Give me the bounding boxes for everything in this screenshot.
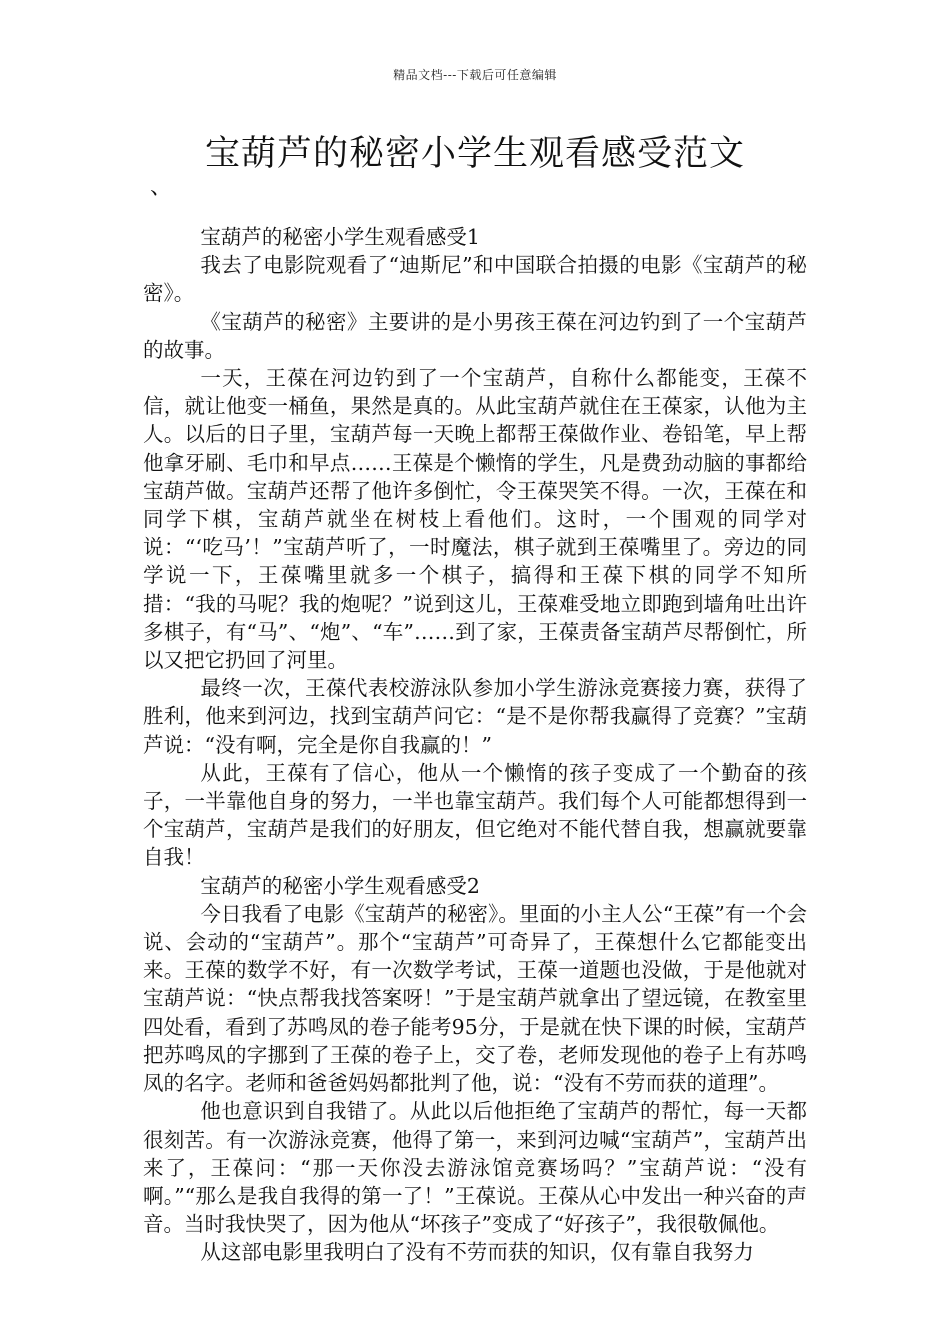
document-body <box>143 223 807 1267</box>
paragraph: 我去了电影院观看了“迪斯尼”和中国联合拍摄的电影《宝葫芦的秘密》。 <box>143 253 807 306</box>
paragraph: 最终一次，王葆代表校游泳队参加小学生游泳竞赛接力赛，获得了胜利，他来到河边，找到宝葫芦问它：“是不是你帮我赢得了竞赛？”宝葫芦说：“没有啊，完全是你自我赢的！” <box>143 676 807 757</box>
title-mark: 、 <box>150 175 173 200</box>
section-heading-1: 宝葫芦的秘密小学生观看感受1 <box>200 225 480 249</box>
paragraph: 一天，王葆在河边钓到了一个宝葫芦，自称什么都能变，王葆不信，就让他变一桶鱼，果然是真的。从此宝葫芦就住在王葆家，认他为主人。以后的日子里，宝葫芦每一天晚上都帮王葆做作业、卷铅笔，早上帮他拿牙刷、毛巾和早点……王葆是个懒惰的学生，凡是费劲动脑的事都给宝葫芦做。宝葫芦还帮了他许多倒忙，令王葆哭笑不得。一次，王葆在和同学下棋，宝葫芦就坐在树枝上看他们。这时，一个围观的同学对说：“‘吃马’！”宝葫芦听了，一时魔法，棋子就到王葆嘴里了。旁边的同学说一下，王葆嘴里就多一个棋子，搞得和王葆下棋的同学不知所措：“我的马呢？我的炮呢？”说到这儿，王葆难受地立即跑到墙角吐出许多棋子，有“马”、“炮”、“车”……到了家，王葆责备宝葫芦尽帮倒忙，所以又把它扔回了河里。 <box>143 366 807 673</box>
paragraph: 今日我看了电影《宝葫芦的秘密》。里面的小主人公“王葆”有一个会说、会动的“宝葫芦”。那个“宝葫芦”可奇异了，王葆想什么它都能变出来。王葆的数学不好，有一次数学考试，王葆一道题也没做，于是他就对宝葫芦说：“快点帮我找答案呀！”于是宝葫芦就拿出了望远镜，在教室里四处看，看到了苏鸣凤的卷子能考95分，于是就在快下课的时候，宝葫芦把苏鸣凤的字挪到了王葆的卷子上，交了卷，老师发现他的卷子上有苏鸣凤的名字。老师和爸爸妈妈都批判了他，说：“没有不劳而获的道理”。 <box>143 901 807 1096</box>
paragraph: 他也意识到自我错了。从此以后他拒绝了宝葫芦的帮忙，每一天都很刻苦。有一次游泳竞赛，他得了第一，来到河边喊“宝葫芦”，宝葫芦出来了，王葆问：“那一天你没去游泳馆竞赛场吗？”宝葫芦说：“没有啊。”“那么是我自我得的第一了！”王葆说。王葆从心中发出一种兴奋的声音。当时我快哭了，因为他从“坏孩子”变成了“好孩子”，我很敬佩他。 <box>143 1099 807 1237</box>
section-heading-2: 宝葫芦的秘密小学生观看感受2 <box>200 873 480 898</box>
page-header: 精品文档---下载后可任意编辑 <box>393 68 557 82</box>
document-title: 宝葫芦的秘密小学生观看感受范文 <box>204 134 745 174</box>
paragraph: 从此，王葆有了信心，他从一个懒惰的孩子变成了一个勤奋的孩子，一半靠他自身的努力，一半也靠宝葫芦。我们每个人可能都想得到一个宝葫芦，宝葫芦是我们的好朋友，但它绝对不能代替自我，想赢就要靠自我！ <box>143 760 807 870</box>
paragraph: 从这部电影里我明白了没有不劳而获的知识，仅有靠自我努力 <box>200 1240 754 1265</box>
paragraph: 《宝葫芦的秘密》主要讲的是小男孩王葆在河边钓到了一个宝葫芦的故事。 <box>143 309 807 362</box>
